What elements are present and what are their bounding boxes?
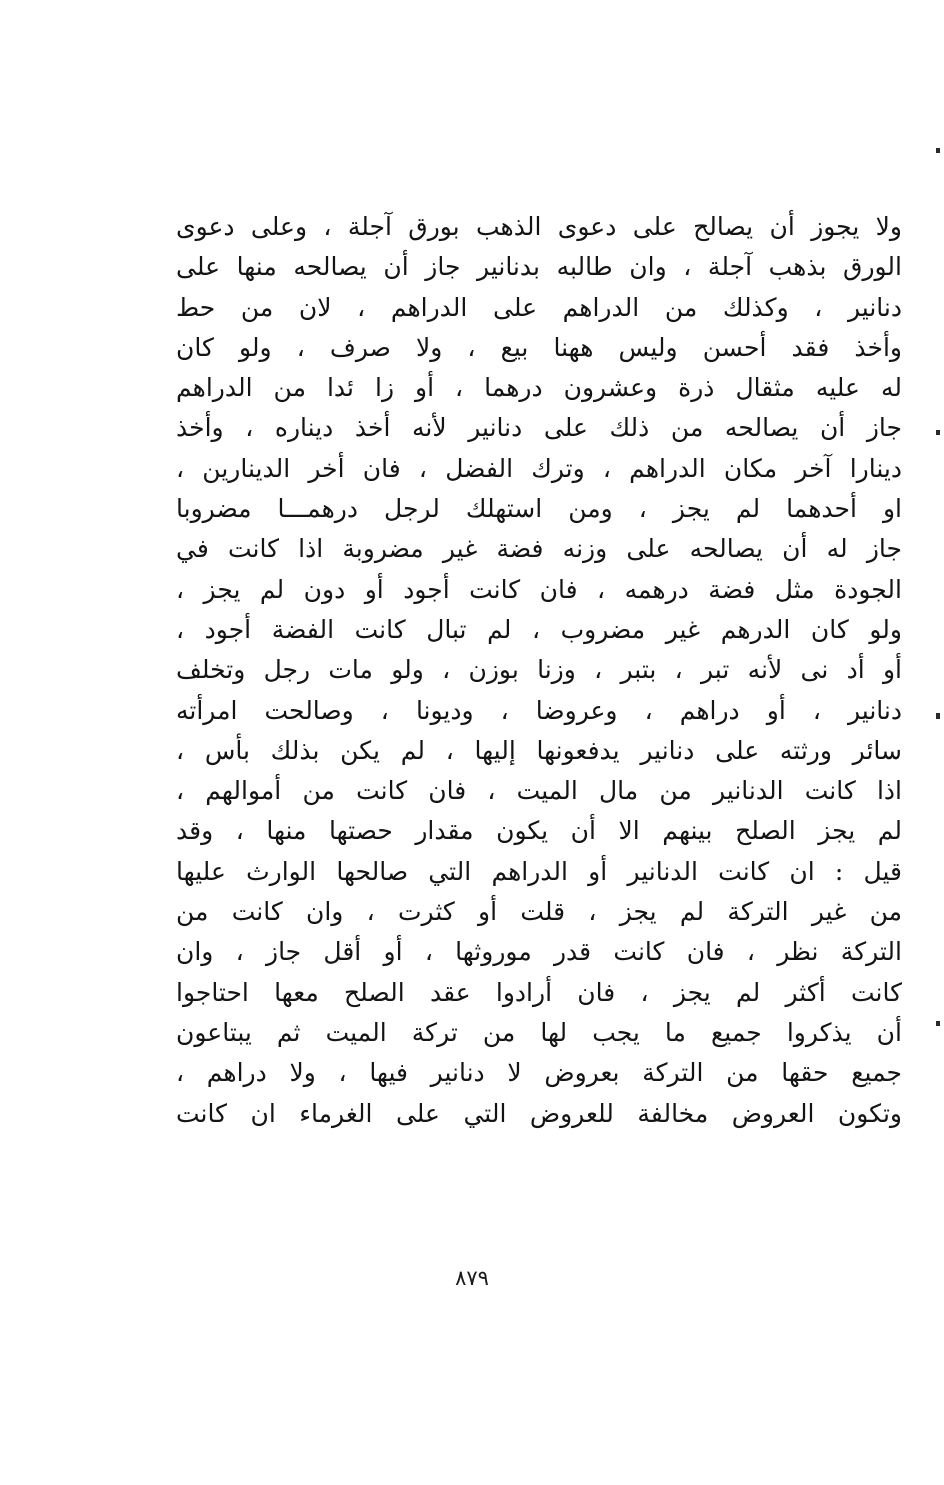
text-line: قيل : ان كانت الدنانير أو الدراهم التي صالحها الوارث عليها [176,856,902,886]
text-line: سائر ورثته على دنانير يدفعونها إليها ، لم يكن بذلك بأس ، [176,735,902,765]
text-line: كانت أكثر لم يجز ، فان أرادوا عقد الصلح معها احتاجوا [176,977,902,1007]
text-line: وأخذ فقد أحسن وليس ههنا بيع ، ولا صرف ، ولو كان [176,332,902,362]
text-line: او أحدهما لم يجز ، ومن استهلك لرجل درهمـــا مضروبا [176,494,902,524]
text-line: له عليه مثقال ذرة وعشرون درهما ، أو زا ئدا من الدراهم [176,373,902,403]
text-line: ولا يجوز أن يصالح على دعوى الذهب بورق آجلة ، وعلى دعوى [176,212,902,241]
text-line: دينارا آخر مكان الدراهم ، وترك الفضل ، فان أخر الدينارين ، [176,453,902,483]
text-line: دنانير ، وكذلك من الدراهم على الدراهم ، لان من حط [176,292,902,322]
margin-mark [936,713,940,719]
text-line: الجودة مثل فضة درهمه ، فان كانت أجود أو دون لم يجز ، [176,574,902,604]
page-number: ٨٧٩ [455,1266,489,1290]
text-line: اذا كانت الدنانير من مال الميت ، فان كانت من أموالهم ، [176,776,902,806]
margin-mark [936,148,940,153]
text-line: دنانير ، أو دراهم ، وعروضا ، وديونا ، وصالحت امرأته [176,695,902,725]
text-line: جاز له أن يصالحه على وزنه فضة غير مضروبة اذا كانت في [176,534,902,564]
text-line: جميع حقها من التركة بعروض لا دنانير فيها ، ولا دراهم ، [176,1058,902,1088]
body-text [176,207,902,1134]
text-line: من غير التركة لم يجز ، قلت أو كثرت ، وان كانت من [176,897,902,927]
text-line: أو أد نى لأنه تبر ، بتبر ، وزنا بوزن ، ولو مات رجل وتخلف [176,655,902,685]
text-line: وتكون العروض مخالفة للعروض التي على الغرماء ان كانت [176,1098,902,1128]
margin-mark [936,1021,940,1026]
text-line: جاز أن يصالحه من ذلك على دنانير لأنه أخذ ديناره ، وأخذ [176,413,902,443]
text-line: الورق بذهب آجلة ، وان طالبه بدنانير جاز أن يصالحه منها على [176,252,902,282]
text-line: أن يذكروا جميع ما يجب لها من تركة الميت ثم يبتاعون [176,1017,902,1047]
text-line: التركة نظر ، فان كانت قدر موروثها ، أو أقل جاز ، وان [176,937,902,967]
margin-mark [936,430,940,435]
text-line: ولو كان الدرهم غير مضروب ، لم تبال كانت الفضة أجود ، [176,614,902,644]
text-line: لم يجز الصلح بينهم الا أن يكون مقدار حصتها منها ، وقد [176,816,902,846]
